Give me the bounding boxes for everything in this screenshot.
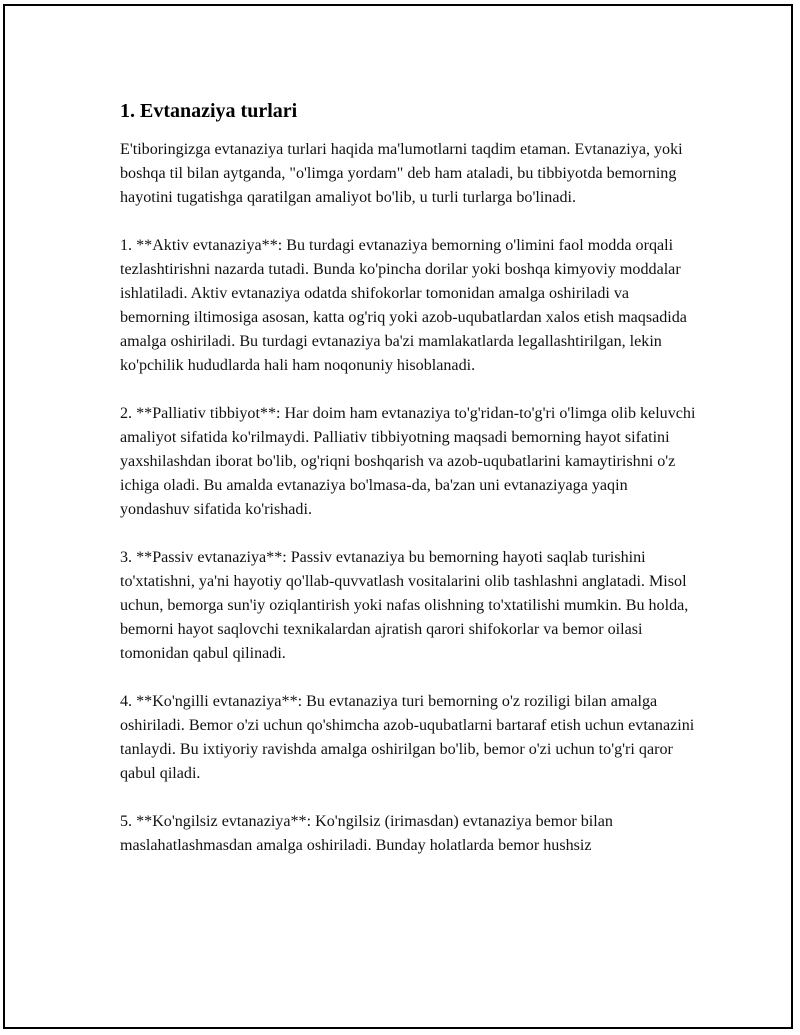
section-heading: 1. Evtanaziya turlari: [120, 100, 298, 122]
paragraph-passive-euthanasia: 3. **Passiv evtanaziya**: Passiv evtanaziya bu bemorning hayoti saqlab turishini to'xtatishni, ya'ni hayotiy qo'llab-quvvatlash vositalarini olib tashlashni anglatadi. Misol uchun, bemorga sun'iy oziqlantirish yoki nafas olishning to'xtatilishi mumkin. Bu holda, bemorni hayot saqlovchi texnikalardan ajratish qarori shifokorlar va bemor oilasi tomonidan qabul qilinadi.: [120, 549, 689, 662]
page-frame: [3, 4, 793, 1029]
paragraph-voluntary-euthanasia: 4. **Ko'ngilli evtanaziya**: Bu evtanaziya turi bemorning o'z roziligi bilan amalga oshiriladi. Bemor o'zi uchun qo'shimcha azob-uqubatlarni bartaraf etish uchun evtanazini tanlaydi. Bu ixtiyoriy ravishda amalga oshirilgan bo'lib, bemor o'zi uchun to'g'ri qaror qabul qiladi.: [120, 693, 695, 782]
paragraph-involuntary-euthanasia: 5. **Ko'ngilsiz evtanaziya**: Ko'ngilsiz (irimasdan) evtanaziya bemor bilan maslahatlashmasdan amalga oshiriladi. Bunday holatlarda bemor hushsiz: [120, 813, 613, 854]
document-body: [120, 97, 700, 882]
paragraph-palliative-medicine: 2. **Palliativ tibbiyot**: Har doim ham evtanaziya to'g'ridan-to'g'ri o'limga olib keluvchi amaliyot sifatida ko'rilmaydi. Palliativ tibbiyotning maqsadi bemorning hayot sifatini yaxshilashdan iborat bo'lib, og'riqni boshqarish va azob-uqubatlarini kamaytirishni o'z ichiga oladi. Bu amalda evtanaziya bo'lmasa-da, ba'zan uni evtanaziyaga yaqin yondashuv sifatida ko'rishadi.: [120, 405, 696, 518]
paragraph-active-euthanasia: 1. **Aktiv evtanaziya**: Bu turdagi evtanaziya bemorning o'limini faol modda orqali tezlashtirishni nazarda tutadi. Bunda ko'pincha dorilar yoki boshqa kimyoviy moddalar ishlatiladi. Aktiv evtanaziya odatda shifokorlar tomonidan amalga oshiriladi va bemorning iltimosiga asosan, katta og'riq yoki azob-uqubatlardan xalos etish maqsadida amalga oshiriladi. Bu turdagi evtanaziya ba'zi mamlakatlarda legallashtirilgan, lekin ko'pchilik hududlarda hali ham noqonuniy hisoblanadi.: [120, 237, 687, 374]
intro-paragraph: E'tiboringizga evtanaziya turlari haqida ma'lumotlarni taqdim etaman. Evtanaziya, yoki boshqa til bilan aytganda, "o'limga yordam" deb ham ataladi, bu tibbiyotda bemorning hayotini tugatishga qaratilgan amaliyot bo'lib, u turli turlarga bo'linadi.: [120, 141, 683, 206]
